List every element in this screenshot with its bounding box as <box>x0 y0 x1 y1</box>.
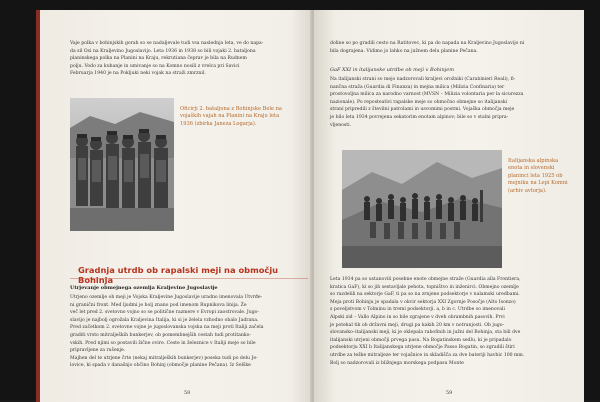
text-line: graditi vrsto mitraljeških bunkerjev, ob pomembnejših cestah tudi protitanko- <box>70 332 251 338</box>
text-line: vskih. Pred njimi so postavili žične ovire. Ceste in železnice v Italiji meje so bile <box>70 340 256 346</box>
text-line: podsektorju XXI b Italijanskega utrjene območje Passo Bogatin, so zgradili štiri <box>330 345 515 351</box>
text-line: prostovoljna milica za narodno varnost (MVSN – Milizia volontaria per la sicurezza <box>330 92 524 98</box>
text-line: Vaje polka v bohinjskih gorah so se nadaljevale tudi vsa naslednja leta, ve do napa- <box>70 41 264 46</box>
book-spread <box>36 10 584 402</box>
text-line: so razdelili na sektorje GaF, ti pa so na zrnjene podsektorje v nalamski uredbami. <box>330 292 520 298</box>
text-line: več let pred 2. svetovno vojno so se politične razmere v Evropi zaostrovale. Jugo- <box>70 310 259 316</box>
subheading: GaF XXI in italijanske utrdbe ob meji v Bohinjem <box>330 67 455 73</box>
text-line: Pred začetkom 2. svetovne vojne je jugoslovanska vojska na meji proti Italiji začela <box>70 325 264 331</box>
text-line: da sil Osi na Kraljevino Jugoslavijo. Leta 1936 in 1938 so bili vojaki 2. bataljona <box>70 48 256 54</box>
text-line: utrdbe za težke mitraljeze ter vojašnice in skladišča za dve bateriji havbic 100 mm. <box>330 352 525 358</box>
text-line: pripravljene za rušenje. <box>70 348 126 354</box>
text-line: bila dograjena. Vidimo jo lahko na južnem delu planine Pečana. <box>330 48 478 54</box>
text-line: doline so po gradili cesto na Ratitovec, ki pa do napada na Kraljevino Jugoslavijo ni <box>330 41 525 46</box>
text-line: Februarja 1940 je na Pokljuki neki vojak na straži zmrznil. <box>70 71 206 77</box>
text-line: s poveljstvom v Tolminu in tremi podsektorji. a, b in c. Utrdbe so imenovali <box>330 307 505 313</box>
text-line: lovice, ki spada v današnjo občino Bohinj (območje planine Pečana). Iz Selške <box>70 363 251 369</box>
subheading: Utrjevanje obmejnega ozemlja Kraljevine Jugoslavije <box>70 285 218 291</box>
text-line: italijanski utrjeni območji prvega pasu. Na Bogatinskem sedlu, ki je pripadalo <box>330 337 512 343</box>
text-line: slovansko–italijanski meji, ki je oklepala rabofinih in južni del Bohinja, sta bili dve <box>330 330 521 336</box>
text-line: straní pripredili z številni patrolami in usvomimi postmi. Vojaška območja meje <box>330 107 515 113</box>
alpine-unit-photo <box>342 150 502 268</box>
text-line: je potekal tik ob državni meji, drugi pa kakih 20 km v notranjosti. Ob jugo- <box>330 322 505 328</box>
text-line: Na italijanski strani so mejo nadzorovali kraljevi orožniki (Carabinieri Reali), fi- <box>330 77 516 82</box>
text-line: Leta 1934 pa so ustanovili posebne enote obmejne straže (Guardia alla Frontiera, <box>330 277 521 282</box>
right-intro-text <box>330 40 562 55</box>
left-body-text <box>70 294 308 370</box>
page-number: 59 <box>446 390 453 396</box>
text-line: planinskega polka na Planini na Kraju, rekrutiana čeprav je bila na Rudnem <box>70 56 247 62</box>
officers-photo-caption: Oficirji 2. bataljona z Bohinjske Bele na vojaških vajah na Planini na Kraju leta 1936 (zbirka Janeza Logarja). <box>180 106 282 127</box>
text-line: slavijo je najbolj ogrožala Kraljevina Italija, ki si je želela vzhodno obalo Jadrana. <box>70 317 259 323</box>
text-line: Meja proti Bohinju je spadala v okvir sektorja XXI Zgornje Posočje (Alto Isonzo) <box>330 299 516 305</box>
text-line: Bolj so nadzorovali iz bližnjega morskega podpasu Monte <box>330 360 464 366</box>
text-line: Utrjeno ozemlje ob meji je Vojska Kraljevine Jugoslavije uradno imenovala Utvrđe- <box>70 295 263 300</box>
text-line: ni granični front. Med ljudmi je bolj znano pod imenom Rupnikova linija. Že <box>70 302 247 308</box>
left-page <box>36 10 312 402</box>
text-line: nazionale). Po reposteativi rapalske meje so območno obmejne so italijanski <box>330 99 508 105</box>
left-intro-text <box>70 40 308 78</box>
right-bottom-body-text <box>330 276 562 367</box>
heading-divider <box>70 278 308 279</box>
section-heading: Gradnja utrdb ob rapalski meji na območju Bohinja <box>78 265 279 285</box>
text-line: kratica GaF), ki so jih sestavljale pehota, topništvo in inženirci. Obmejno ozemlje <box>330 284 519 290</box>
text-line: polju. Vodo za kuhanje in umivanje so na Komno nosili z vrelca pri Savici <box>70 63 240 69</box>
text-line: vljenosti. <box>330 122 352 128</box>
text-line: Alpski zid – Vallo Alpino in so bile zgrajene v dveh obrambnih pasovih. Prvi <box>330 314 505 320</box>
officers-photo <box>70 98 174 231</box>
alpine-photo-caption: Italijanska alpinska enota in slovenski planinci leta 1925 ob mejniku na Lepi Komni (arhiv avtorja). <box>508 158 568 194</box>
text-line: nančna straža (Guardia di Finanza) in mejna milica (Milizia Confinaria) ter <box>330 84 505 90</box>
page-number: 58 <box>184 390 191 396</box>
right-page <box>314 10 584 402</box>
text-line: je bilo leta 1934 povrejena sekatorim enotam alpinov; bile so v stalni pripra- <box>330 114 509 120</box>
right-top-body-text <box>330 76 562 129</box>
text-line: Majhen del te utrjene črte (nekaj mitraljeških bunkerjev) poseka tudi po delu Je- <box>70 355 258 361</box>
